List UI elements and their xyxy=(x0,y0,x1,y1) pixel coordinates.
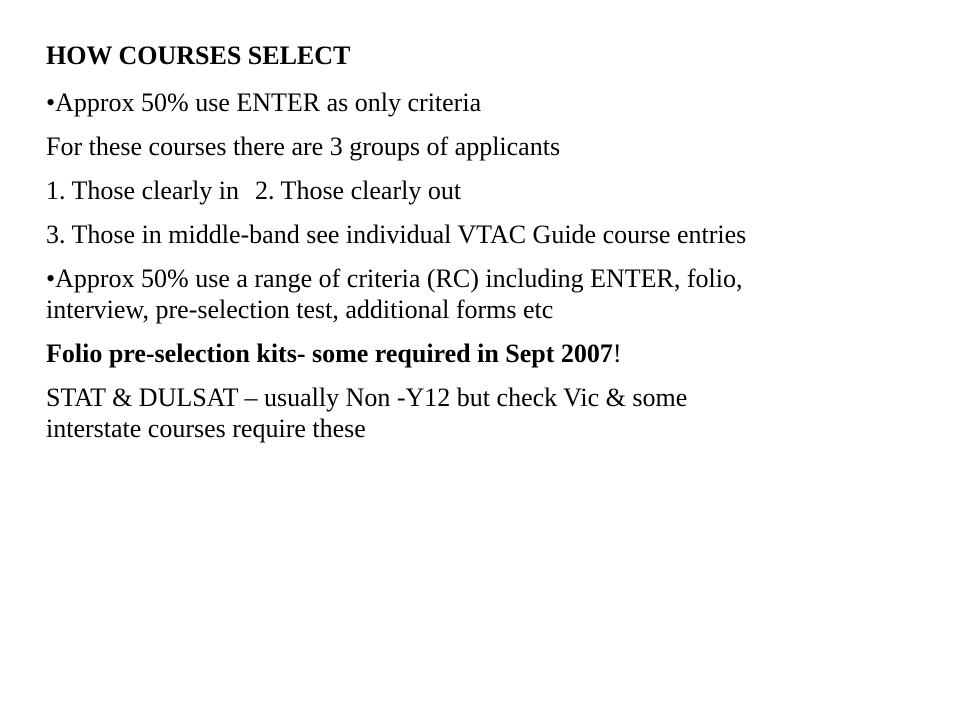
group-clearly-in: 1. Those clearly in xyxy=(46,176,240,205)
groups-intro: For these courses there are 3 groups of applicants xyxy=(46,132,561,161)
folio-note xyxy=(46,338,786,369)
group-middle-band: 3. Those in middle-band see individual VTAC Guide course entries xyxy=(46,220,747,249)
group-clearly-out: 2. Those clearly out xyxy=(255,176,462,205)
stat-dulsat-note: STAT & DULSAT – usually Non -Y12 but check Vic & some interstate courses require these xyxy=(46,383,688,443)
bullet-enter-only: •Approx 50% use ENTER as only criteria xyxy=(46,88,482,117)
groups-line xyxy=(46,175,786,206)
folio-note-bold: Folio pre-selection kits- some required in Sept 2007 xyxy=(46,339,613,368)
slide-content xyxy=(46,40,786,457)
bullet-range-of-criteria: •Approx 50% use a range of criteria (RC) including ENTER, folio, interview, pre-selection test, additional forms etc xyxy=(46,264,743,324)
folio-note-suffix: ! xyxy=(612,339,622,368)
slide-title: HOW COURSES SELECT xyxy=(46,41,351,70)
